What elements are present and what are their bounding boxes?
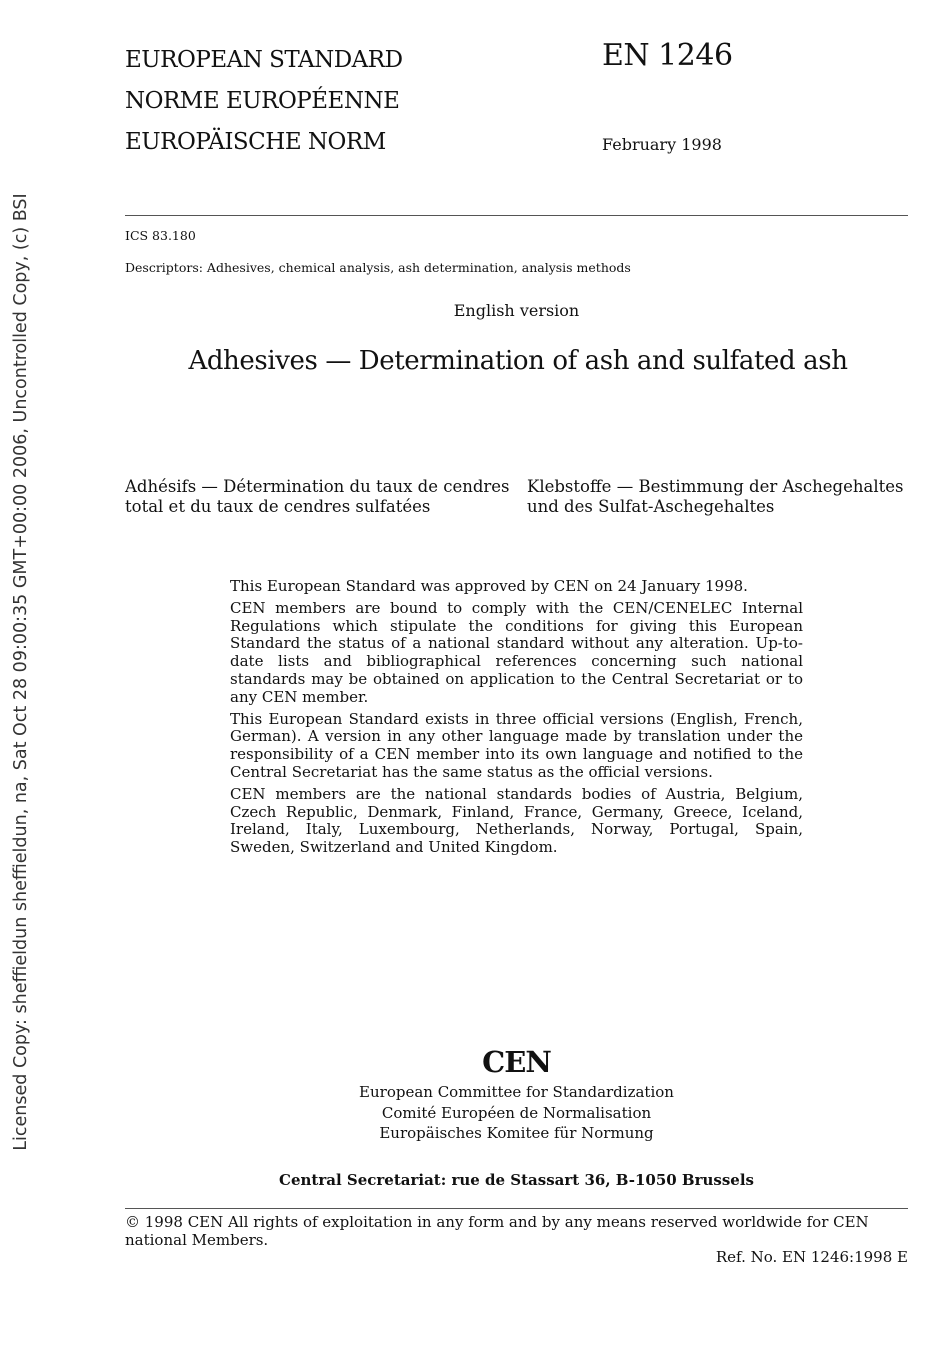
versions-paragraph: This European Standard exists in three official versions (English, French, German). A version in any other language made by translation under the responsibility of a CEN member into its own language and notified to the Central Secretariat has the same status as the official versions.	[230, 709, 803, 781]
standard-type-heading	[125, 40, 403, 163]
cen-logo: CEN	[482, 1045, 551, 1079]
cen-name-french: Comité Européen de Normalisation	[381, 1103, 652, 1122]
descriptors: Descriptors: Adhesives, chemical analysis, ash determination, analysis methods	[125, 260, 631, 275]
central-secretariat-address: Central Secretariat: rue de Stassart 36, B-1050 Brussels	[279, 1171, 754, 1189]
license-watermark: Licensed Copy: sheffieldun sheffieldun, na, Sat Oct 28 09:00:35 GMT+00:00 2006, Uncontrolled Copy, (c) BSI	[11, 193, 31, 1151]
cen-name-german: Europäisches Komitee für Normung	[379, 1124, 654, 1142]
standard-type-english: EUROPEAN STANDARD	[125, 47, 403, 73]
title-german: Klebstoffe — Bestimmung der Aschegehaltes und des Sulfat-Aschegehaltes	[527, 477, 904, 516]
compliance-paragraph: CEN members are bound to comply with the CEN/CENELEC Internal Regulations which stipulate the conditions for giving this European Standard the status of a national standard without any alteration. Up-to-date lists and bibliographical references concerning such national standards may be obtained on application to the Central Secretariat or to any CEN member.	[230, 598, 803, 706]
reference-number: Ref. No. EN 1246:1998 E	[715, 1248, 908, 1266]
ics-code: ICS 83.180	[125, 228, 196, 243]
footer-divider	[125, 1208, 908, 1209]
standard-type-french: NORME EUROPÉENNE	[125, 88, 400, 114]
title-french: Adhésifs — Détermination du taux de cendres total et du taux de cendres sulfatées	[125, 477, 510, 516]
cen-name-english: European Committee for Standardization	[359, 1083, 674, 1101]
publication-date: February 1998	[602, 135, 722, 154]
approval-paragraph: This European Standard was approved by CEN on 24 January 1998.	[230, 577, 748, 595]
copyright-notice: © 1998 CEN All rights of exploitation in any form and by any means reserved worldwide for CEN national Members.	[125, 1213, 869, 1249]
members-paragraph: CEN members are the national standards bodies of Austria, Belgium, Czech Republic, Denmark, Finland, France, Germany, Greece, Iceland, Ireland, Italy, Luxembourg, Netherlands, Norway, Portugal, Spain, Sweden, Switzerland and United Kingdom.	[230, 784, 803, 857]
header-divider	[125, 215, 908, 216]
document-title: Adhesives — Determination of ash and sulfated ash	[188, 346, 848, 376]
standard-type-german: EUROPÄISCHE NORM	[125, 129, 386, 155]
cen-organization-names	[125, 1082, 908, 1144]
language-version: English version	[453, 301, 580, 320]
approval-notes	[230, 578, 803, 861]
standard-number: EN 1246	[602, 38, 733, 73]
